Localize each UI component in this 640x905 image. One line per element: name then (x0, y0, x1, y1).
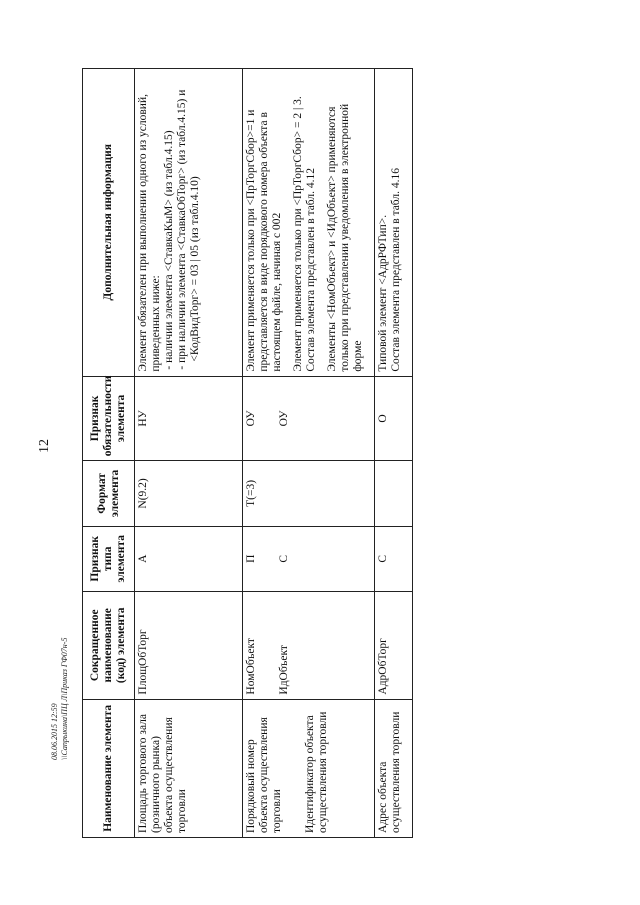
elements-table (82, 68, 413, 838)
table-row (375, 69, 413, 838)
cell-info (375, 69, 413, 377)
info-row-3-p3: Элементы <НомОбъект> и <ИдОбъект> применяются только при представлении уведомления в электронной форме (326, 103, 364, 372)
required-row-3: ОУ (278, 410, 290, 427)
cell-type (243, 526, 375, 591)
cell-code (243, 591, 375, 699)
required-row-2: ОУ (245, 410, 257, 427)
cell-name (243, 699, 375, 837)
header-additional-info: Дополнительная информация (83, 69, 135, 377)
header-element-code: Сокращенное наименование (код) элемента (83, 591, 135, 699)
cell-format (243, 461, 375, 526)
cell-format: N(9.2) (135, 461, 243, 526)
info-row-4-p1: Типовой элемент <АдрРФТип>. (377, 214, 389, 372)
cell-info (135, 69, 243, 377)
type-row-2: П (245, 554, 257, 563)
rotated-table-wrapper (82, 68, 412, 838)
cell-format (375, 461, 413, 526)
footer-path: \\Сапрыкина\ПЦ Л\Приказ ГФ07н-5 (60, 637, 69, 760)
type-row-3: С (278, 554, 290, 563)
code-row-2: НомОбъект (245, 638, 257, 695)
cell-code: АдрОбТорг (375, 591, 413, 699)
info-row-4-p2: Состав элемента представлен в табл. 4.16 (390, 168, 402, 372)
info-row-3-p2: Состав элемента представлен в табл. 4.12 (305, 168, 317, 372)
info-intro: Элемент обязателен при выполнении одного из условий, приведенных ниже: (137, 94, 162, 372)
cell-type: С (375, 526, 413, 591)
cell-name: Площадь торгового зала (розничного рынка) объекта осуществления торговли (135, 699, 243, 837)
header-element-format: Формат элемента (83, 461, 135, 526)
cell-name: Адрес объекта осуществления торговли (375, 699, 413, 837)
cell-type: А (135, 526, 243, 591)
cell-required (243, 376, 375, 461)
header-element-name: Наименование элемента (83, 699, 135, 837)
name-row-3: Идентификатор объекта осуществления торговли (304, 711, 329, 833)
info-row-2: Элемент применяется только при <ПрТоргСбор>=1 и представляется в виде порядкового номера объекта в настоящем файле, начиная с 002 (245, 109, 283, 372)
table-row (135, 69, 243, 838)
table-header-row (83, 69, 135, 838)
format-row-2: T(=3) (245, 479, 257, 507)
document-footer (50, 610, 70, 760)
cell-info (243, 69, 375, 377)
info-condition-2: - при наличии элемента <СтавкаОбТорг> (из табл.4.15) и <КодВидТорг> = 03 | 05 (из табл.4.10) (176, 89, 201, 370)
footer-timestamp: 08.06.2015 12:59 (50, 703, 59, 760)
cell-required: О (375, 376, 413, 461)
cell-code: ПлощОбТорг (135, 591, 243, 699)
page-number: 12 (37, 439, 52, 453)
code-row-3: ИдОбъект (278, 645, 290, 695)
header-element-required: Признак обязательности элемента (83, 376, 135, 461)
cell-required: НУ (135, 376, 243, 461)
info-condition-1: - наличии элемента <СтавкаКыМ> (из табл.4.15) (163, 130, 175, 370)
table-row (243, 69, 375, 838)
header-element-type: Признак типа элемента (83, 526, 135, 591)
info-row-3-p1: Элемент применяется только при <ПрТоргСбор> = 2 | 3. (292, 96, 304, 372)
name-row-2: Порядковый номер объекта осуществления торговли (245, 717, 283, 833)
